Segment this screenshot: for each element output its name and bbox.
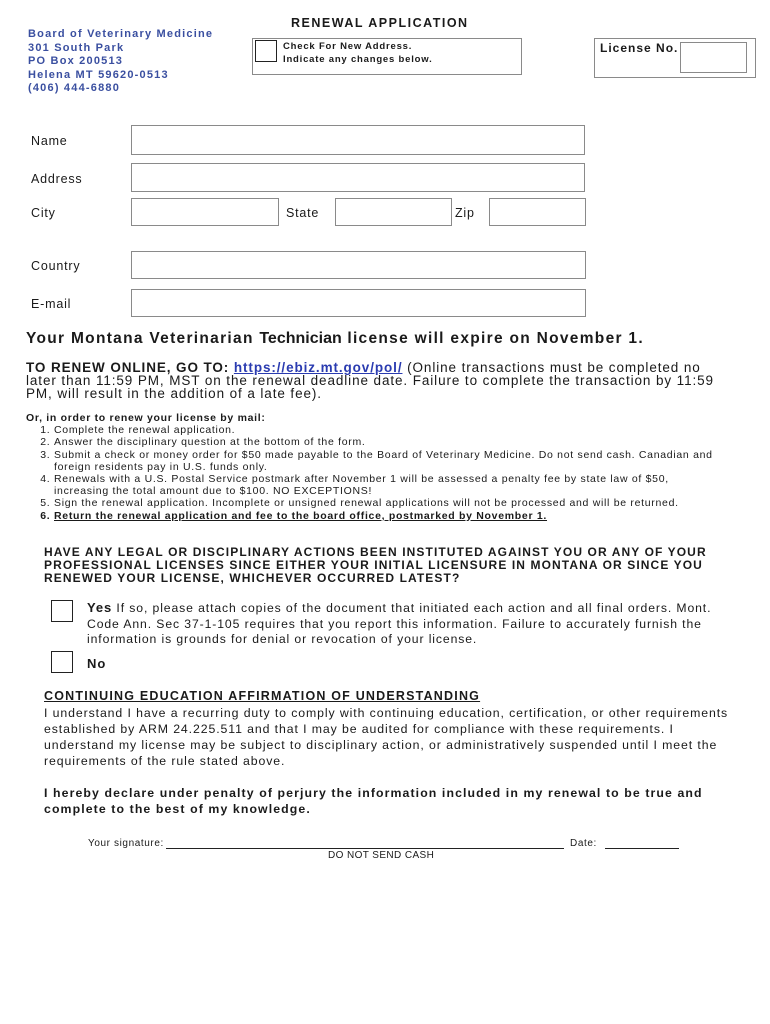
- board-phone: (406) 444-6880: [28, 82, 121, 94]
- email-field[interactable]: [131, 289, 586, 317]
- city-label: City: [31, 206, 56, 220]
- mail-step: 4. Renewals with a U.S. Postal Service postmark after November 1 will be assessed a penalty fee by state law of $50, increasing the total amount due to $100. NO EXCEPTIONS!: [54, 473, 716, 497]
- no-label: No: [87, 656, 107, 671]
- address-label: Address: [31, 172, 83, 186]
- disciplinary-question: HAVE ANY LEGAL OR DISCIPLINARY ACTIONS BEEN INSTITUTED AGAINST YOU OR ANY OF YOUR PROFESSIONAL LICENSES SINCE EITHER YOUR INITIAL LICENSURE IN MONTANA OR SINCE YOU RENEWED YOUR LICENSE, WHICHEVER OCCURRED LATEST?: [44, 545, 707, 585]
- country-label: Country: [31, 259, 81, 273]
- mail-step: 1. Complete the renewal application.: [54, 424, 716, 436]
- expiration-suffix: license will expire on November 1.: [347, 330, 644, 347]
- mail-step: 5. Sign the renewal application. Incomplete or unsigned renewal applications will not be processed and will be returned.: [54, 497, 716, 509]
- signature-line[interactable]: [166, 848, 564, 849]
- declaration: I hereby declare under penalty of perjury the information included in my renewal to be true and complete to the best of my knowledge.: [44, 786, 703, 816]
- country-field[interactable]: [131, 251, 586, 279]
- city-field[interactable]: [131, 198, 279, 226]
- online-note: (Online transactions must be completed no later than 11:59 PM, MST on the renewal deadline date. Failure to complete the transaction by 11:59 PM, will result in the addition of a late fee).: [26, 360, 714, 401]
- mail-heading: Or, in order to renew your license by mail:: [26, 412, 266, 424]
- mail-step: 2. Answer the disciplinary question at the bottom of the form.: [54, 436, 716, 448]
- mail-step: 3. Submit a check or money order for $50 made payable to the Board of Veterinary Medicine. Do not send cash. Canadian and foreign residents pay in U.S. funds only.: [54, 449, 716, 473]
- board-po-box: PO Box 200513: [28, 55, 124, 67]
- yes-label: Yes: [87, 600, 113, 615]
- expiration-notice: [26, 330, 644, 348]
- zip-label: Zip: [455, 206, 475, 220]
- signature-label: Your signature:: [88, 838, 164, 849]
- state-field[interactable]: [335, 198, 452, 226]
- renewal-link[interactable]: https://ebiz.mt.gov/pol/: [233, 360, 403, 375]
- yes-option: [87, 600, 737, 648]
- date-label: Date:: [570, 838, 597, 849]
- mail-step-return: 6. Return the renewal application and fee to the board office, postmarked by November 1.: [54, 510, 716, 522]
- expiration-prefix: Your Montana Veterinarian: [26, 330, 254, 347]
- board-name: Board of Veterinary Medicine: [28, 28, 214, 40]
- online-renewal: [26, 361, 716, 400]
- board-city: Helena MT 59620-0513: [28, 68, 169, 81]
- address-change-text: [283, 41, 433, 66]
- name-field[interactable]: [131, 125, 585, 155]
- name-label: Name: [31, 134, 68, 148]
- email-label: E-mail: [31, 297, 72, 311]
- zip-field[interactable]: [489, 198, 586, 226]
- mail-steps: [26, 424, 716, 522]
- board-street: 301 South Park: [28, 41, 125, 54]
- license-type: Technician: [259, 330, 342, 347]
- no-checkbox[interactable]: [51, 651, 73, 673]
- license-number-label: License No.: [600, 41, 679, 55]
- board-address: [28, 28, 213, 96]
- address-change-line1: Check For New Address.: [283, 41, 413, 52]
- date-line[interactable]: [605, 848, 679, 849]
- state-label: State: [286, 206, 320, 220]
- address-change-line2: Indicate any changes below.: [283, 53, 433, 65]
- ce-heading: CONTINUING EDUCATION AFFIRMATION OF UNDERSTANDING: [44, 689, 481, 703]
- form-title: RENEWAL APPLICATION: [291, 16, 469, 30]
- new-address-checkbox[interactable]: [255, 40, 277, 62]
- ce-body: I understand I have a recurring duty to comply with continuing education, certification, or other requirements established by ARM 24.225.511 and that I may be audited for compliance with these requirements. I understand my license may be subject to disciplinary action, or administratively suspended until I meet the requirements of the rule stated above.: [44, 706, 729, 768]
- yes-description: If so, please attach copies of the document that initiated each action and all final orders. Mont. Code Ann. Sec 37-1-105 requires that you report this information. Failure to accurately furnish the information is grounds for denial or revocation of your license.: [87, 601, 712, 646]
- license-number-field[interactable]: [680, 42, 747, 73]
- no-cash-notice: DO NOT SEND CASH: [328, 850, 435, 861]
- online-label: TO RENEW ONLINE, GO TO:: [26, 360, 230, 375]
- address-field[interactable]: [131, 163, 585, 192]
- yes-checkbox[interactable]: [51, 600, 73, 622]
- mail-instructions: [26, 412, 716, 522]
